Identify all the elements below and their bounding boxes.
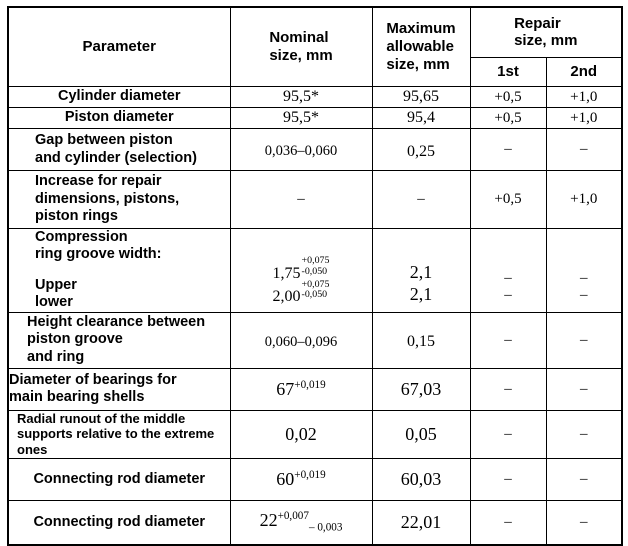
upper-tolerance-minus: -0,050	[301, 266, 328, 278]
height-label-line-1: Height clearance between	[27, 313, 206, 330]
cell-nominal-piston-diameter: 95,5*	[230, 108, 372, 129]
cell-repair1-increase-repair: +0,5	[470, 171, 546, 229]
repair2-lower-groove: –	[580, 286, 588, 303]
cell-repair1-piston-diameter: +0,5	[470, 108, 546, 129]
header-row-main	[8, 7, 622, 57]
table-row	[8, 410, 622, 459]
bearings-base-value: 67	[276, 378, 295, 399]
repair2-upper-groove: –	[580, 269, 588, 286]
repair-line-2: size, mm	[514, 32, 578, 50]
cell-maximum-connecting-rod-22: 22,01	[372, 501, 470, 545]
table-row	[8, 171, 622, 229]
table-row	[8, 368, 622, 410]
cell-nominal-increase-repair: –	[230, 171, 372, 229]
column-header-parameter	[8, 7, 230, 87]
cell-repair2-main-bearings: –	[546, 368, 622, 410]
column-header-parameter-label: Parameter	[82, 38, 156, 56]
row-label-gap-piston-cylinder	[8, 129, 230, 171]
height-label-line-2: piston groove	[27, 331, 123, 348]
cell-maximum-cylinder-diameter: 95,65	[372, 87, 470, 108]
column-header-repair-size-text	[514, 15, 577, 50]
maximum-upper-groove: 2,1	[409, 261, 433, 282]
cell-repair2-connecting-rod-22: –	[546, 501, 622, 545]
table-row	[8, 501, 622, 545]
cell-nominal-gap: 0,036–0,060	[230, 129, 372, 171]
cell-repair1-connecting-rod-22: –	[470, 501, 546, 545]
cell-repair1-compression-groove	[470, 229, 546, 313]
upper-base-value: 1,75	[272, 265, 301, 283]
cell-repair2-compression-groove	[546, 229, 622, 313]
cell-repair2-piston-diameter: +1,0	[546, 108, 622, 129]
cell-repair2-height-clearance: –	[546, 312, 622, 368]
gap-label-line-1: Gap between piston	[35, 132, 173, 149]
cell-maximum-increase-repair: –	[372, 171, 470, 229]
height-label-line-3: and ring	[27, 348, 85, 365]
compression-label-spacer	[35, 264, 230, 277]
cell-repair2-radial-runout: –	[546, 410, 622, 459]
table-header	[8, 7, 622, 87]
bearings-label-line-1: Diameter of bearings for	[9, 371, 177, 388]
column-header-maximum-allowable-size	[372, 7, 470, 87]
compression-label-line-1: Compression	[35, 229, 128, 245]
row-label-radial-runout	[8, 410, 230, 459]
maximum-line-2: allowable	[386, 38, 454, 56]
rod22-base-value: 22	[259, 510, 278, 531]
repair1-upper-groove: –	[504, 269, 512, 286]
cell-nominal-cylinder-diameter: 95,5*	[230, 87, 372, 108]
cell-maximum-gap: 0,25	[372, 129, 470, 171]
compression-label-line-2: ring groove width:	[35, 246, 162, 263]
row-label-cylinder-diameter: Cylinder diameter	[8, 87, 230, 108]
table-row	[8, 129, 622, 171]
cell-repair2-cylinder-diameter: +1,0	[546, 87, 622, 108]
runout-label-line-1: Radial runout of the middle	[17, 410, 186, 426]
table-row	[8, 108, 622, 129]
cell-maximum-radial-runout: 0,05	[372, 410, 470, 459]
nominal-line-1: Nominal	[269, 29, 329, 47]
row-label-increase-repair	[8, 171, 230, 229]
table-row	[8, 229, 622, 313]
cell-repair1-radial-runout: –	[470, 410, 546, 459]
increase-label-line-1: Increase for repair	[35, 173, 162, 190]
cell-repair1-connecting-rod-60: –	[470, 459, 546, 501]
bearings-tolerance-plus: +0,019	[294, 378, 326, 391]
rod60-base-value: 60	[276, 469, 295, 490]
cell-maximum-main-bearings: 67,03	[372, 368, 470, 410]
lower-tolerance	[301, 278, 330, 304]
rod22-tolerance-plus: +0,007	[277, 510, 309, 523]
table-row	[8, 87, 622, 108]
compression-label-lower: lower	[35, 294, 73, 311]
cell-nominal-connecting-rod-22	[230, 501, 372, 545]
cell-nominal-height-clearance: 0,060–0,096	[230, 312, 372, 368]
runout-label-line-2: supports relative to the extreme ones	[17, 426, 215, 458]
nominal-line-2: size, mm	[269, 47, 333, 64]
cell-repair1-main-bearings: –	[470, 368, 546, 410]
repair-line-1: Repair	[514, 14, 561, 32]
column-header-repair-1st: 1st	[470, 57, 546, 86]
row-label-connecting-rod-60: Connecting rod diameter	[8, 459, 230, 501]
cell-maximum-compression-groove	[372, 229, 470, 313]
cell-repair2-connecting-rod-60: –	[546, 459, 622, 501]
maximum-line-1: Maximum	[386, 20, 456, 38]
cell-repair2-increase-repair: +1,0	[546, 171, 622, 229]
rod22-tolerance-minus: – 0,003	[308, 521, 343, 534]
column-header-repair-2nd: 2nd	[546, 57, 622, 86]
nominal-lower-groove	[231, 278, 372, 307]
increase-label-line-2: dimensions, pistons,	[35, 190, 180, 207]
maximum-line-3: size, mm	[386, 55, 450, 73]
table-row	[8, 312, 622, 368]
cell-repair1-cylinder-diameter: +0,5	[470, 87, 546, 108]
table-row	[8, 459, 622, 501]
maximum-lower-groove: 2,1	[409, 284, 433, 305]
cell-maximum-height-clearance: 0,15	[372, 312, 470, 368]
cell-repair1-height-clearance: –	[470, 312, 546, 368]
compression-label-upper: Upper	[35, 276, 77, 293]
cell-nominal-main-bearings	[230, 368, 372, 410]
column-header-nominal-size-text	[269, 29, 332, 64]
row-label-connecting-rod-22: Connecting rod diameter	[8, 501, 230, 545]
row-label-diameter-main-bearings	[8, 368, 230, 410]
cell-repair1-gap: –	[470, 129, 546, 171]
engine-specification-table	[7, 6, 623, 546]
cell-nominal-radial-runout: 0,02	[230, 410, 372, 459]
row-label-piston-diameter: Piston diameter	[8, 108, 230, 129]
cell-maximum-connecting-rod-60: 60,03	[372, 459, 470, 501]
upper-tolerance-plus: +0,075	[301, 255, 330, 267]
cell-maximum-piston-diameter: 95,4	[372, 108, 470, 129]
table-body	[8, 87, 622, 545]
row-label-compression-ring-groove	[8, 229, 230, 313]
column-header-repair-size	[470, 7, 622, 57]
column-header-maximum-text	[386, 20, 455, 73]
rod60-tolerance-plus: +0,019	[294, 469, 326, 482]
row-label-height-clearance	[8, 312, 230, 368]
bearings-label-line-2: main bearing shells	[9, 389, 145, 406]
cell-repair2-gap: –	[546, 129, 622, 171]
cell-nominal-connecting-rod-60	[230, 459, 372, 501]
lower-base-value: 2,00	[272, 288, 301, 306]
gap-label-line-2: and cylinder (selection)	[35, 149, 197, 166]
lower-tolerance-minus: -0,050	[301, 289, 328, 301]
lower-tolerance-plus: +0,075	[301, 278, 330, 290]
increase-label-line-3: piston rings	[35, 208, 118, 225]
column-header-nominal-size	[230, 7, 372, 87]
repair1-lower-groove: –	[504, 286, 512, 303]
cell-nominal-compression-groove	[230, 229, 372, 313]
